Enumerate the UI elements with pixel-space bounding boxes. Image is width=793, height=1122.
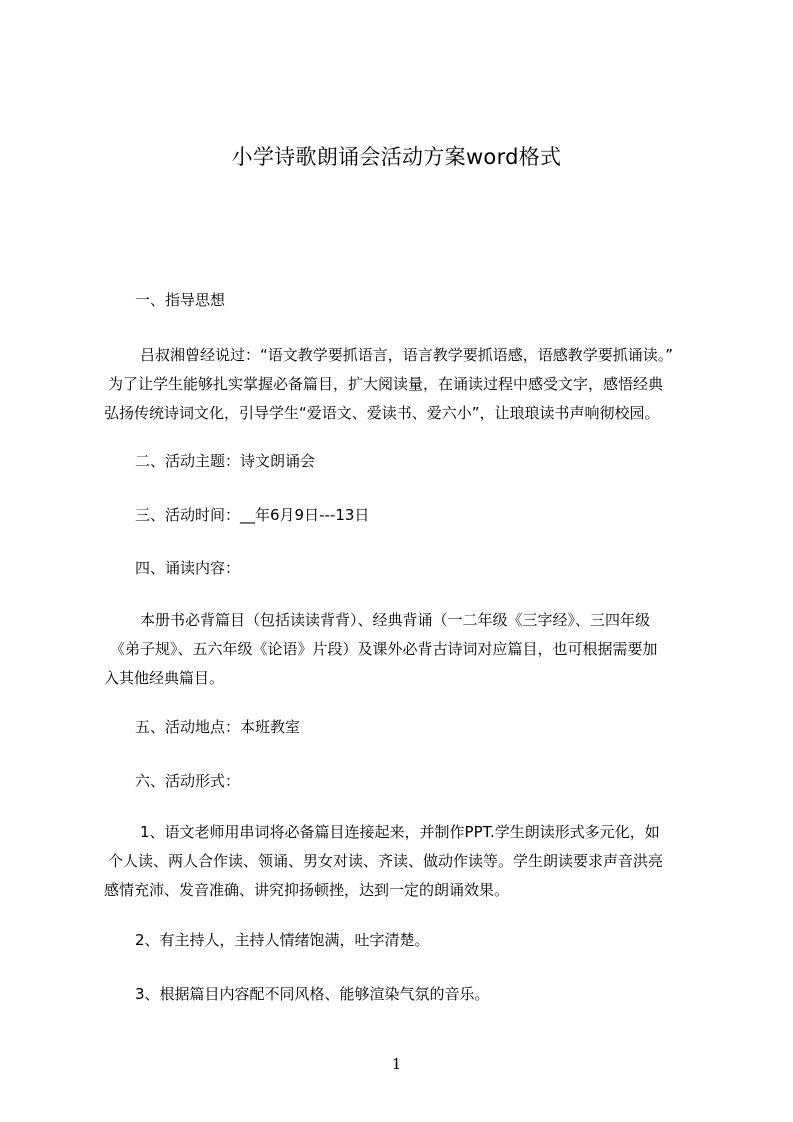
section-heading-theme: 二、活动主题：诗文朗诵会 [135, 452, 316, 470]
paragraph-line: 吕叔湘曾经说过：“语文教学要抓语言，语言教学要抓语感，语感教学要抓诵读。” [140, 346, 674, 364]
paragraph-line: 本册书必背篇目（包括读读背背）、经典背诵（一二年级《三字经》、三四年级 [140, 611, 651, 629]
paragraph-content [104, 606, 704, 693]
paragraph-line: 入其他经典篇目。 [104, 669, 225, 687]
list-item-format-1 [104, 818, 704, 905]
document-title: 小学诗歌朗诵会活动方案word格式 [231, 145, 562, 169]
list-item-format-3: 3、根据篇目内容配不同风格、能够渲染气氛的音乐。 [135, 985, 490, 1003]
list-item-format-2: 2、有主持人，主持人情绪饱满，吐字清楚。 [135, 931, 430, 949]
paragraph-line: 弘扬传统诗词文化，引导学生“爱语文、爱读书、爱六小”，让琅琅读书声响彻校园。 [104, 404, 660, 422]
paragraph-line: 《弟子规》、五六年级《论语》片段）及课外必背古诗词对应篇目，也可根据需要加 [110, 640, 658, 658]
section-heading-location: 五、活动地点：本班教室 [135, 718, 301, 736]
paragraph-guiding-ideology [104, 341, 704, 428]
paragraph-line: 个人读、两人合作读、领诵、男女对读、齐读、做动作读等。学生朗读要求声音洪亮 [108, 852, 664, 870]
section-heading-content: 四、诵读内容： [135, 559, 241, 577]
paragraph-line: 为了让学生能够扎实掌握必备篇目，扩大阅读量，在诵读过程中感受文字，感悟经典 [108, 375, 664, 393]
paragraph-line: 1、语文老师用串词将必备篇目连接起来，并制作PPT.学生朗读形式多元化，如 [140, 823, 660, 841]
section-heading-guiding-ideology: 一、指导思想 [135, 291, 226, 309]
page-number: 1 [391, 1055, 402, 1073]
section-heading-format: 六、活动形式： [135, 772, 241, 790]
paragraph-line: 感情充沛、发音准确、讲究抑扬顿挫，达到一定的朗诵效果。 [104, 881, 510, 899]
section-heading-time: 三、活动时间：__年6月9日---13日 [135, 506, 370, 524]
